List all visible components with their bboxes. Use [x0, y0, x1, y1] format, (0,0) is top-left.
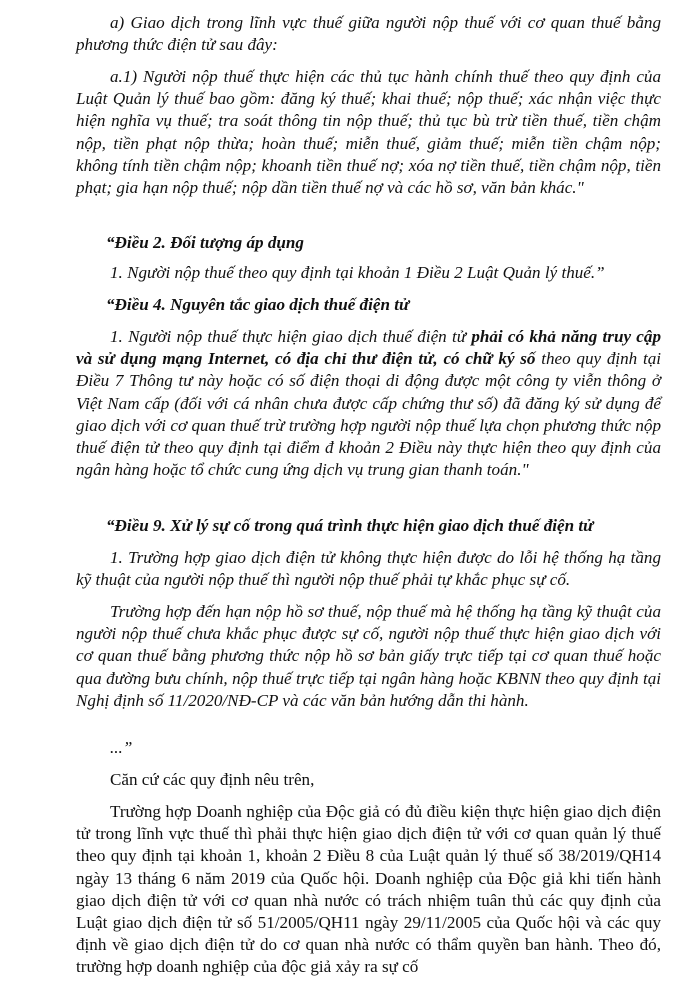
article-4-clause-1	[76, 326, 661, 481]
paragraph-a1: a.1) Người nộp thuế thực hiện các thủ tục hành chính thuế theo quy định của Luật Quản lý thuế bao gồm: đăng ký thuế; khai thuế; nộp thuế; xác nhận việc thực hiện nghĩa vụ thuế; tra soát thông tin nộp thuế; thủ tục bù trừ tiền thuế, tiền chậm nộp, tiền phạt nộp thừa; hoàn thuế; miễn thuế, giảm thuế; miễn tiền chậm nộp; không tính tiền chậm nộp; khoanh tiền thuế nợ; xóa nợ tiền thuế, tiền chậm nộp, tiền phạt; gia hạn nộp thuế; nộp dần tiền thuế nợ và các hồ sơ, văn bản khác."	[76, 67, 661, 198]
article-4-heading: “Điều 4. Nguyên tắc giao dịch thuế điện tử	[106, 295, 410, 314]
article-9-heading: “Điều 9. Xử lý sự cố trong quá trình thực hiện giao dịch thuế điện tử	[106, 516, 594, 535]
article-9-paragraph-2: Trường hợp đến hạn nộp hồ sơ thuế, nộp thuế mà hệ thống hạ tầng kỹ thuật của người nộp thuế chưa khắc phục được sự cố, người nộp thuế thực hiện giao dịch với cơ quan thuế bằng phương thức nộp hồ sơ bản giấy trực tiếp tại cơ quan thuế hoặc qua đường bưu chính, nộp thuế trực tiếp tại ngân hàng hoặc KBNN theo quy định tại Nghị định số 11/2020/NĐ-CP và các văn bản hướng dẫn thi hành.	[76, 602, 661, 710]
legal-basis-line: Căn cứ các quy định nêu trên,	[110, 770, 315, 789]
ellipsis-line: ...”	[110, 738, 133, 757]
article-4-clause-1-emphasis: phải có khả năng truy cập và sử dụng mạng Internet, có địa chỉ thư điện tử, có chữ ký số	[76, 327, 661, 369]
article-9-clause-1: 1. Trường hợp giao dịch điện tử không thực hiện được do lỗi hệ thống hạ tầng kỹ thuật của người nộp thuế thì người nộp thuế phải tự khắc phục sự cố.	[76, 548, 661, 590]
article-2-heading: “Điều 2. Đối tượng áp dụng	[106, 233, 304, 252]
article-4-clause-1-end: theo quy định tại Điều 7 Thông tư này hoặc có số điện thoại di động được một công ty viễn thông ở Việt Nam cấp (đối với cá nhân chưa được cấp chứng thư số) đã đăng ký sử dụng để giao dịch với cơ quan thuế trừ trường hợp người nộp thuế lựa chọn phương thức nộp thuế điện tử theo quy định tại điểm đ khoản 2 Điều này thực hiện theo quy định của ngân hàng hoặc tổ chức cung ứng dịch vụ trung gian thanh toán."	[76, 349, 662, 480]
paragraph-a: a) Giao dịch trong lĩnh vực thuế giữa người nộp thuế với cơ quan thuế bằng phương thức điện tử sau đây:	[76, 13, 661, 55]
article-2-clause-1: 1. Người nộp thuế theo quy định tại khoản 1 Điều 2 Luật Quản lý thuế.”	[110, 263, 605, 282]
article-4-clause-1-start: 1. Người nộp thuế thực hiện giao dịch thuế điện tử	[110, 327, 472, 346]
conclusion-paragraph: Trường hợp Doanh nghiệp của Độc giả có đủ điều kiện thực hiện giao dịch điện tử trong lĩnh vực thuế thì phải thực hiện giao dịch điện tử với cơ quan quản lý thuế theo quy định tại khoản 1, khoản 2 Điều 8 của Luật quản lý thuế số 38/2019/QH14 ngày 13 tháng 6 năm 2019 của Quốc hội. Doanh nghiệp của Độc giả khi tiến hành giao dịch điện tử với cơ quan nhà nước có trách nhiệm tuân thủ các quy định của Luật giao dịch điện tử số 51/2005/QH11 ngày 29/11/2005 của Quốc hội và các quy định về giao dịch điện tử do cơ quan nhà nước có thẩm quyền ban hành. Theo đó, trường hợp doanh nghiệp của độc giả xảy ra sự cố	[76, 802, 661, 977]
